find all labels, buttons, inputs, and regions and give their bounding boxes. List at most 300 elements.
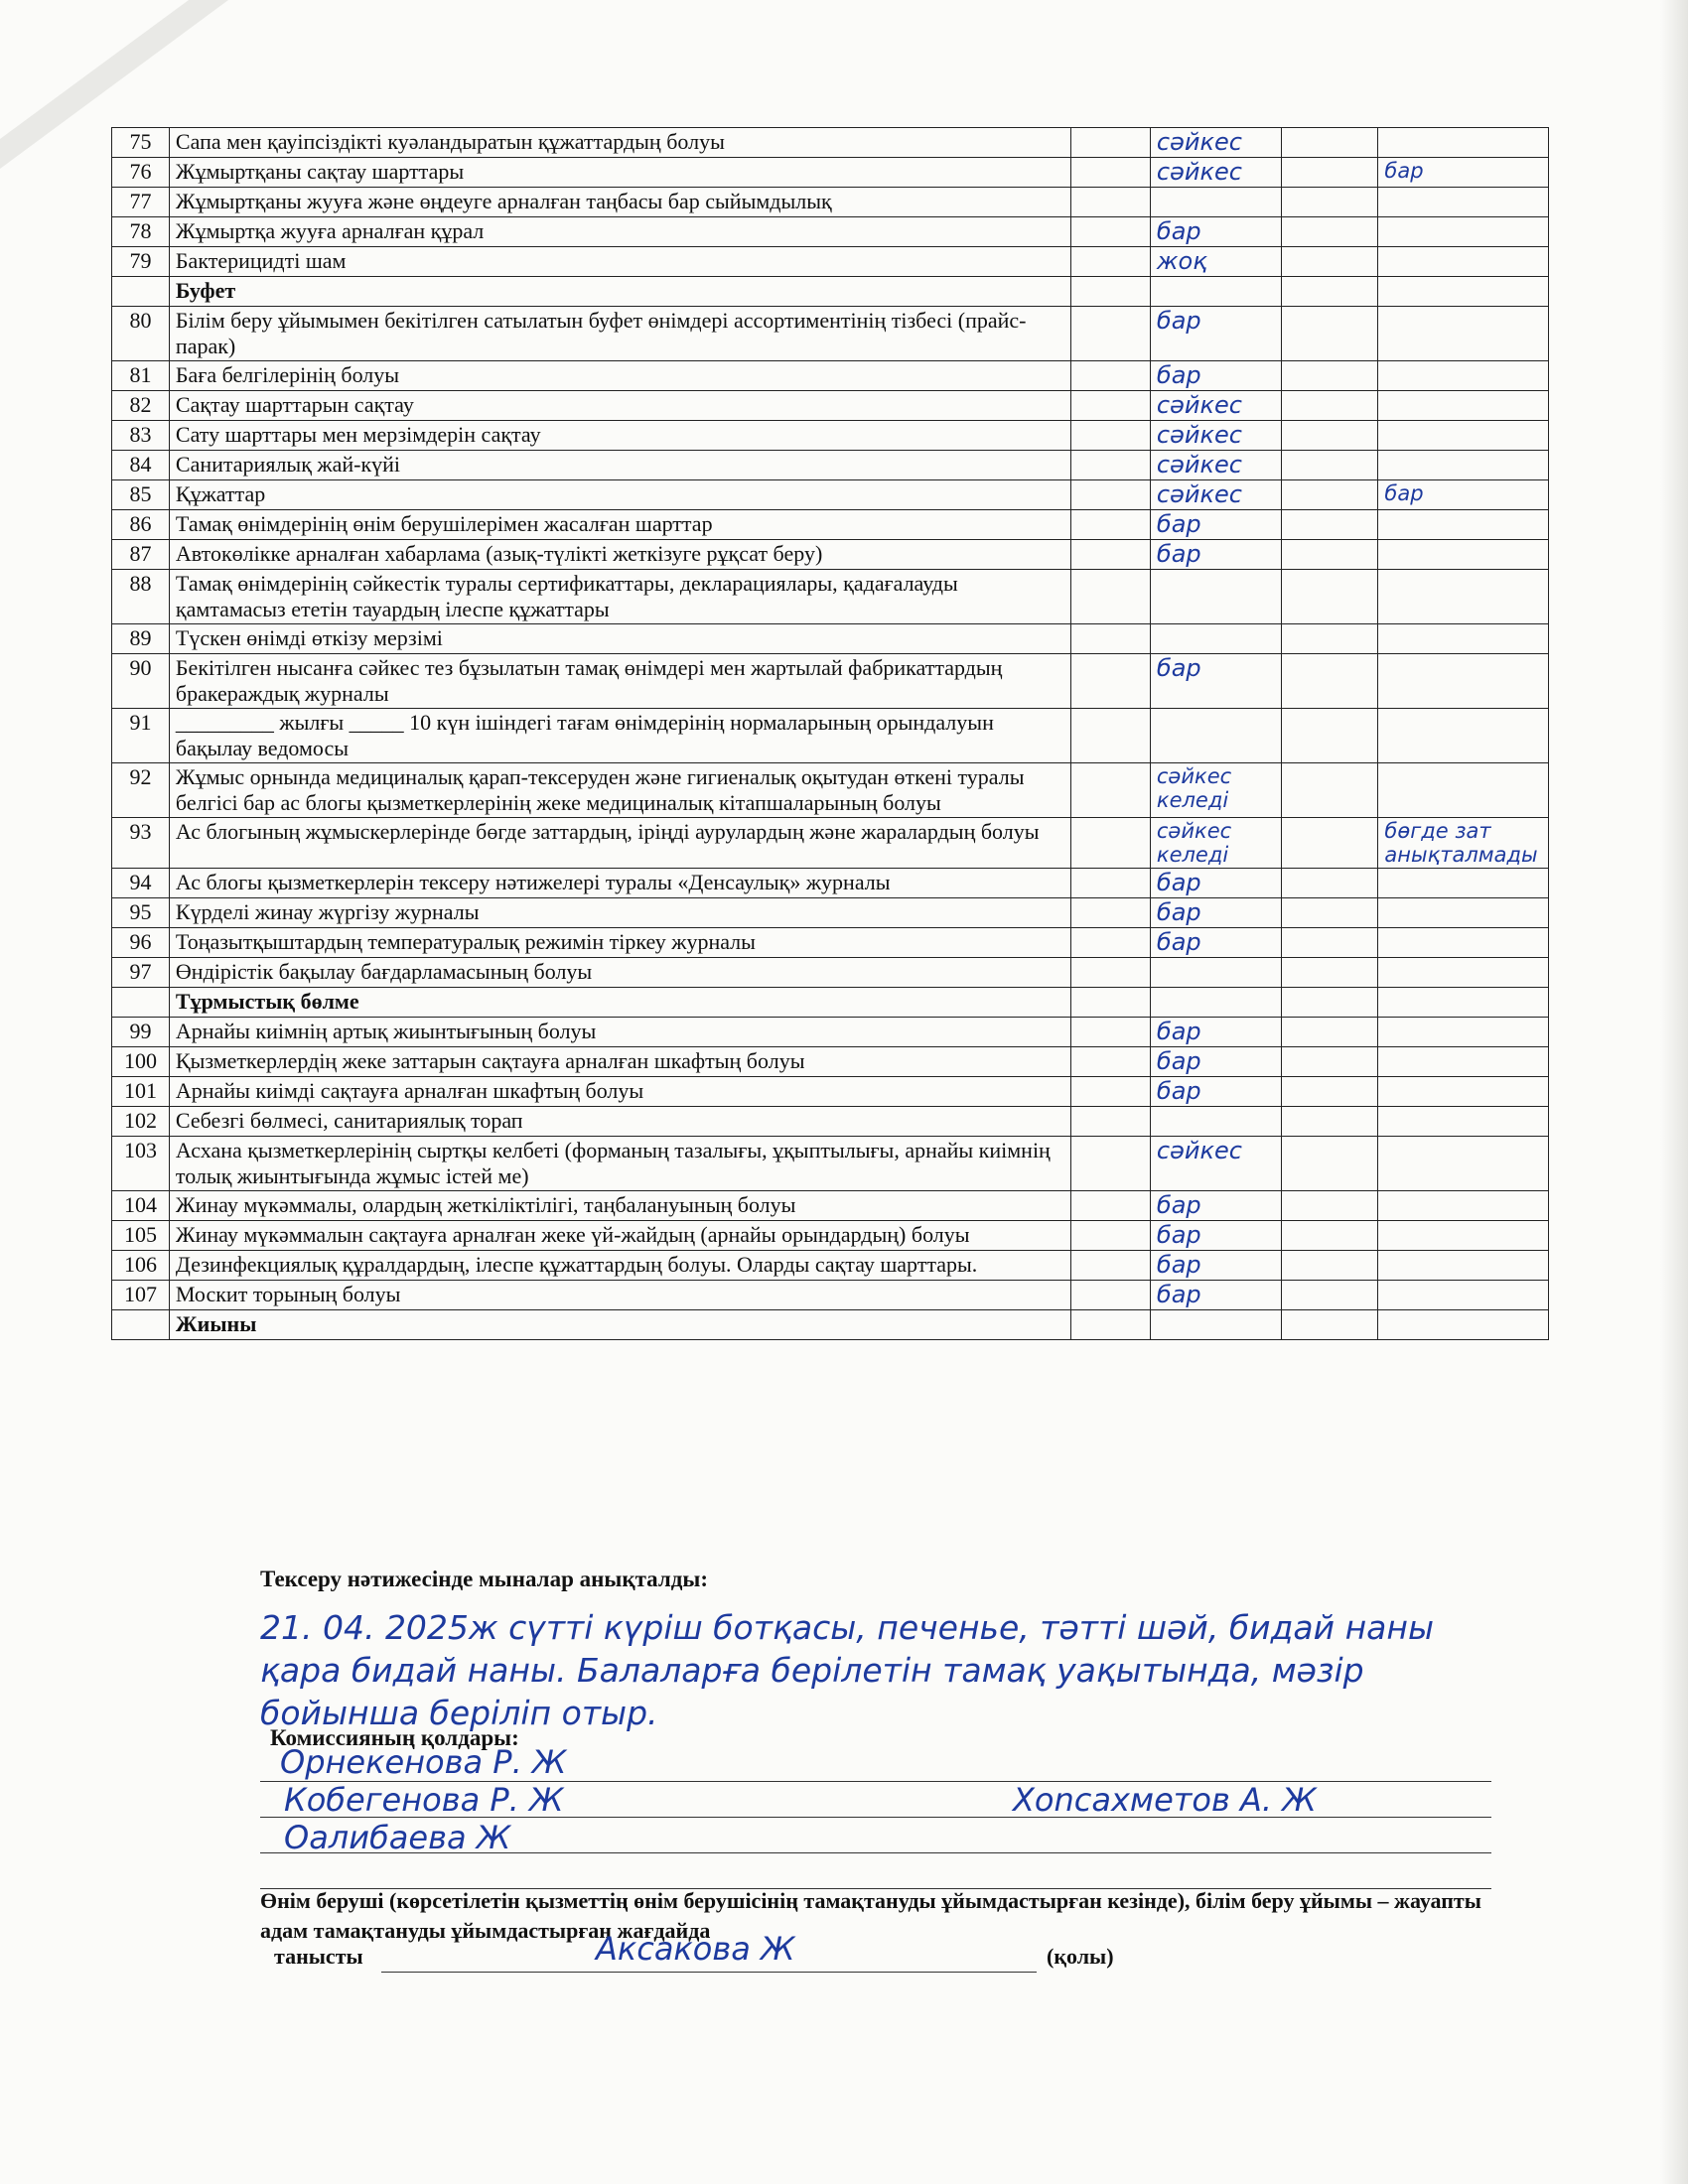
mark-cell [1150,1137,1281,1191]
note-cell [1378,510,1549,540]
row-number [112,247,170,277]
empty-cell [1282,709,1378,763]
row-number-text: 105 [123,1222,157,1247]
mark-cell-text: сәйкес [1156,158,1242,186]
mark-cell-text: бар [1156,361,1201,389]
note-cell [1378,361,1549,391]
row-item [169,1281,1070,1310]
row-item-text: Құжаттар [175,481,266,506]
row-number [112,1221,170,1251]
row-number [112,1191,170,1221]
mark-cell [1150,898,1281,928]
mark-cell-text: сәйкес [1156,128,1242,156]
note-cell-text: бар [1384,159,1424,183]
acquainted-label: танысты [274,1944,363,1969]
note-cell [1378,421,1549,451]
row-number [112,654,170,709]
empty-cell [1071,307,1151,361]
row-item-text: Жұмыртқа жууға арналған құрал [175,218,485,243]
supplier-signature: Аксакова Ж [596,1930,795,1968]
row-item-text: Санитариялық жай-күйі [175,452,401,477]
row-number-text: 99 [129,1019,152,1043]
row-item-text: Тұрмыстық бөлме [175,989,359,1014]
row-item-text: Дезинфекциялық құралдардың, ілеспе құжаттардың болуы. Оларды сақтау шарттары. [175,1252,978,1277]
empty-cell [1282,818,1378,869]
row-number [112,128,170,158]
note-cell [1378,391,1549,421]
table-row [112,480,1549,510]
mark-cell-text: сәйкес [1156,1137,1242,1164]
note-cell [1378,247,1549,277]
empty-cell [1282,1310,1378,1340]
note-cell [1378,958,1549,988]
row-number [112,277,170,307]
table-row [112,1077,1549,1107]
row-item [169,480,1070,510]
mark-cell [1150,1107,1281,1137]
findings-text: 21. 04. 2025ж сүтті күріш ботқасы, печенье, тәтті шәй, бидай наны қара бидай наны. Балаларға берілетін тамақ уақытында, мәзір бойынша беріліп отыр. [260,1608,1435,1732]
row-item-text: _________ жылғы _____ 10 күн ішіндегі тағам өнімдерінің нормаларының орындалуын бақылау ведомосы [175,710,994,760]
empty-cell [1071,1251,1151,1281]
row-number-text: 79 [129,248,152,273]
note-cell [1378,540,1549,570]
mark-cell-text: бар [1156,1281,1201,1308]
row-item-text: Сапа мен қауіпсіздікті куәландыратын құжаттардың болуы [175,129,725,154]
row-number [112,451,170,480]
row-number [112,570,170,624]
row-number-text: 90 [129,655,152,680]
table-row [112,1251,1549,1281]
row-item [169,247,1070,277]
mark-cell [1150,869,1281,898]
mark-cell [1150,480,1281,510]
empty-cell [1282,158,1378,188]
empty-cell [1282,958,1378,988]
mark-cell [1150,1047,1281,1077]
mark-cell [1150,307,1281,361]
empty-cell [1282,1221,1378,1251]
empty-cell [1282,1137,1378,1191]
row-number-text: 76 [129,159,152,184]
section-row [112,988,1549,1018]
row-item-text: Ас блогының жұмыскерлерінде бөгде заттардың, іріңді аурулардың және жаралардың болуы [175,819,1040,844]
row-number-text: 101 [123,1078,157,1103]
row-number-text: 89 [129,625,152,650]
signature-2: Кобегенова Р. Ж [284,1781,564,1819]
row-number-text: 88 [129,571,152,596]
table-row [112,391,1549,421]
section-row [112,277,1549,307]
table-row [112,247,1549,277]
row-item-text: Москит торының болуы [175,1282,401,1306]
mark-cell [1150,1221,1281,1251]
empty-cell [1071,451,1151,480]
note-cell [1378,1107,1549,1137]
row-item-text: Буфет [175,278,236,303]
row-item [169,988,1070,1018]
note-cell [1378,763,1549,818]
row-number [112,988,170,1018]
note-cell [1378,1018,1549,1047]
row-number [112,624,170,654]
mark-cell [1150,928,1281,958]
row-number [112,898,170,928]
empty-cell [1282,361,1378,391]
row-item [169,1310,1070,1340]
empty-cell [1282,1047,1378,1077]
row-item [169,1018,1070,1047]
row-item-text: Тоңазытқыштардың температуралық режимін тіркеу журналы [175,929,756,954]
table-row [112,570,1549,624]
mark-cell [1150,128,1281,158]
row-item-text: Арнайы киімнің артық жиынтығының болуы [175,1019,597,1043]
empty-cell [1071,277,1151,307]
row-number [112,1107,170,1137]
mark-cell [1150,217,1281,247]
row-item [169,451,1070,480]
empty-cell [1282,988,1378,1018]
empty-cell [1282,898,1378,928]
mark-cell [1150,510,1281,540]
empty-cell [1282,217,1378,247]
empty-cell [1282,1077,1378,1107]
mark-cell-text: сәйкес [1156,451,1242,478]
empty-cell [1282,1018,1378,1047]
note-cell [1378,818,1549,869]
row-number-text: 94 [129,870,152,894]
note-cell [1378,451,1549,480]
row-number-text: 106 [123,1252,157,1277]
mark-cell [1150,763,1281,818]
mark-cell-text: бар [1156,1077,1201,1105]
table-row [112,709,1549,763]
note-cell [1378,1221,1549,1251]
mark-cell-text: бар [1156,1191,1201,1219]
mark-cell [1150,988,1281,1018]
row-number [112,763,170,818]
table-row [112,763,1549,818]
row-item [169,1221,1070,1251]
note-cell [1378,654,1549,709]
row-number [112,480,170,510]
row-item [169,1077,1070,1107]
note-cell-text: бар [1384,481,1424,505]
row-item-text: Өндірістік бақылау бағдарламасының болуы [175,959,593,984]
note-cell [1378,217,1549,247]
empty-cell [1071,988,1151,1018]
row-number-text: 93 [129,819,152,844]
note-cell [1378,158,1549,188]
note-cell [1378,480,1549,510]
empty-cell [1282,247,1378,277]
table-row [112,188,1549,217]
note-cell [1378,1077,1549,1107]
empty-cell [1282,391,1378,421]
empty-cell [1071,898,1151,928]
mark-cell-text: бар [1156,1047,1201,1075]
empty-cell [1071,624,1151,654]
empty-cell [1071,247,1151,277]
row-item-text: Себезгі бөлмесі, санитариялық торап [175,1108,523,1133]
row-number-text: 85 [129,481,152,506]
mark-cell-text: сәйкес [1156,391,1242,419]
row-number-text: 107 [123,1282,157,1306]
note-cell [1378,624,1549,654]
mark-cell-text: бар [1156,510,1201,538]
empty-cell [1282,1107,1378,1137]
table-row [112,654,1549,709]
mark-cell [1150,654,1281,709]
mark-cell-text: бар [1156,307,1201,335]
empty-cell [1071,709,1151,763]
row-number [112,361,170,391]
empty-cell [1282,624,1378,654]
row-item-text: Тамақ өнімдерінің сәйкестік туралы сертификаттары, декларациялары, қадағалауды қамтамасыз ететін тауардың ілеспе құжаттары [175,571,958,621]
empty-cell [1282,1251,1378,1281]
row-number-text: 81 [129,362,152,387]
empty-cell [1071,480,1151,510]
mark-cell [1150,1251,1281,1281]
row-item-text: Жұмыртқаны сақтау шарттары [175,159,465,184]
empty-cell [1071,763,1151,818]
mark-cell [1150,1310,1281,1340]
table-row [112,510,1549,540]
table-row [112,1047,1549,1077]
table-row [112,451,1549,480]
row-item-text: Жұмыс орнында медициналық қарап-тексеруден және гигиеналық оқытудан өткені туралы белгісі бар ас блогы қызметкерлерінің жеке медициналық кітапшаларының болуы [175,764,1025,815]
row-item [169,307,1070,361]
row-item [169,898,1070,928]
row-item-text: Автокөлікке арналған хабарлама (азық-түлікті жеткізуге рұқсат беру) [175,541,823,566]
empty-cell [1071,217,1151,247]
mark-cell [1150,361,1281,391]
row-item [169,654,1070,709]
row-item-text: Жиыны [175,1311,257,1336]
empty-cell [1071,1077,1151,1107]
table-row [112,1018,1549,1047]
table-row [112,158,1549,188]
mark-cell [1150,1281,1281,1310]
row-number-text: 92 [129,764,152,789]
signature-suffix: (қолы) [1047,1944,1114,1969]
row-number [112,421,170,451]
note-cell [1378,1281,1549,1310]
row-number-text: 82 [129,392,152,417]
note-cell [1378,898,1549,928]
mark-cell [1150,277,1281,307]
acquainted-line [381,1972,1037,1973]
row-item-text: Жинау мүкәммалы, олардың жеткіліктілігі, таңбалануының болуы [175,1192,796,1217]
empty-cell [1282,451,1378,480]
row-item-text: Сақтау шарттарын сақтау [175,392,414,417]
empty-cell [1282,510,1378,540]
row-item-text: Сату шарттары мен мерзімдерін сақтау [175,422,541,447]
inspection-checklist-table [111,127,1549,1340]
row-number [112,510,170,540]
row-number [112,1281,170,1310]
section-row [112,1310,1549,1340]
row-item-text: Асхана қызметкерлерінің сыртқы келбеті (форманың тазалығы, ұқыптылығы, арнайы киімнің толық жиынтығында жұмыс істей ме) [175,1138,1051,1188]
row-item-text: Арнайы киімді сақтауға арналған шкафтың болуы [175,1078,644,1103]
mark-cell-text: сәйкес келеді [1156,764,1232,812]
row-number-text: 80 [129,308,152,333]
row-number [112,928,170,958]
row-item [169,510,1070,540]
table-row [112,869,1549,898]
mark-cell-text: бар [1156,1251,1201,1279]
row-number-text: 96 [129,929,152,954]
empty-cell [1071,1310,1151,1340]
row-number-text: 91 [129,710,152,735]
row-item [169,869,1070,898]
row-item [169,158,1070,188]
table-row [112,128,1549,158]
row-number-text: 78 [129,218,152,243]
table-row [112,540,1549,570]
row-number-text: 75 [129,129,152,154]
mark-cell [1150,709,1281,763]
empty-cell [1071,818,1151,869]
note-cell [1378,188,1549,217]
row-number [112,1047,170,1077]
empty-cell [1071,1281,1151,1310]
mark-cell-text: бар [1156,928,1201,956]
table-row [112,1191,1549,1221]
table-row [112,217,1549,247]
row-number-text: 83 [129,422,152,447]
folded-corner-inner [0,0,189,139]
empty-cell [1071,510,1151,540]
signature-1: Орнекенова Р. Ж [280,1743,567,1781]
table-row [112,818,1549,869]
empty-cell [1282,570,1378,624]
empty-cell [1071,361,1151,391]
mark-cell [1150,451,1281,480]
signature-3: Хоnсахметов А. Ж [1013,1781,1317,1819]
signature-4: Оалибаева Ж [284,1819,511,1856]
empty-cell [1282,307,1378,361]
row-item-text: Бекітілген нысанға сәйкес тез бұзылатын тамақ өнімдері мен жартылай фабрикаттардың бракераждық журналы [175,655,1003,706]
row-number [112,540,170,570]
empty-cell [1071,1018,1151,1047]
mark-cell-text: сәйкес [1156,480,1242,508]
row-item-text: Білім беру ұйымымен бекітілген сатылатын буфет өнімдері ассортиментінің тізбесі (прайс-парак) [175,308,1027,358]
row-number-text: 97 [129,959,152,984]
row-number-text: 103 [123,1138,157,1162]
row-number [112,158,170,188]
mark-cell [1150,391,1281,421]
row-item [169,277,1070,307]
row-item [169,1137,1070,1191]
note-cell [1378,1251,1549,1281]
table-row [112,624,1549,654]
mark-cell [1150,570,1281,624]
empty-cell [1071,421,1151,451]
row-number [112,188,170,217]
row-number [112,709,170,763]
table-row [112,1281,1549,1310]
empty-cell [1071,1221,1151,1251]
row-item [169,1251,1070,1281]
empty-cell [1071,1191,1151,1221]
empty-cell [1071,188,1151,217]
mark-cell-text: бар [1156,869,1201,896]
mark-cell [1150,247,1281,277]
mark-cell [1150,540,1281,570]
note-cell [1378,988,1549,1018]
table-row [112,361,1549,391]
empty-cell [1282,540,1378,570]
note-cell [1378,709,1549,763]
row-number [112,1018,170,1047]
table-row [112,421,1549,451]
row-item-text: Түскен өнімді өткізу мерзімі [175,625,443,650]
mark-cell [1150,188,1281,217]
note-cell [1378,1047,1549,1077]
empty-cell [1282,480,1378,510]
table-row [112,1137,1549,1191]
note-cell [1378,307,1549,361]
mark-cell-text: бар [1156,898,1201,926]
findings-label: Тексеру нәтижесінде мыналар анықталды: [260,1567,709,1591]
row-number-text: 95 [129,899,152,924]
row-item [169,1191,1070,1221]
table-row [112,928,1549,958]
row-item-text: Қызметкерлердің жеке заттарын сақтауға арналған шкафтың болуы [175,1048,805,1073]
empty-cell [1282,928,1378,958]
row-item-text: Баға белгілерінің болуы [175,362,400,387]
supplier-statement: Өнім беруші (көрсетілетін қызметтің өнім берушісінің тамақтануды ұйымдастырған кезінде), білім беру ұйымы – жауапты адам тамақтануды ұйымдастырған жағдайда [260,1888,1481,1943]
empty-cell [1282,128,1378,158]
row-number [112,818,170,869]
table-row [112,958,1549,988]
empty-cell [1282,654,1378,709]
row-item [169,624,1070,654]
row-item [169,1047,1070,1077]
row-number [112,391,170,421]
page-edge-shadow [1660,0,1688,2184]
signatures-label: Комиссияның қолдары: [270,1725,519,1750]
table-row [112,1221,1549,1251]
row-number [112,307,170,361]
empty-cell [1282,763,1378,818]
empty-cell [1071,391,1151,421]
empty-cell [1071,928,1151,958]
empty-cell [1282,421,1378,451]
mark-cell [1150,421,1281,451]
empty-cell [1071,1137,1151,1191]
table-row [112,898,1549,928]
row-item [169,391,1070,421]
row-number-text: 77 [129,189,152,213]
row-item [169,188,1070,217]
mark-cell-text: бар [1156,217,1201,245]
empty-cell [1071,869,1151,898]
row-item [169,217,1070,247]
empty-cell [1071,1047,1151,1077]
row-number [112,869,170,898]
mark-cell [1150,1018,1281,1047]
row-number [112,1310,170,1340]
mark-cell [1150,818,1281,869]
mark-cell-text: жоқ [1156,247,1207,275]
row-number-text: 86 [129,511,152,536]
mark-cell-text: сәйкес [1156,421,1242,449]
row-item [169,958,1070,988]
row-number [112,1077,170,1107]
empty-cell [1071,540,1151,570]
row-item-text: Бактерицидті шам [175,248,347,273]
